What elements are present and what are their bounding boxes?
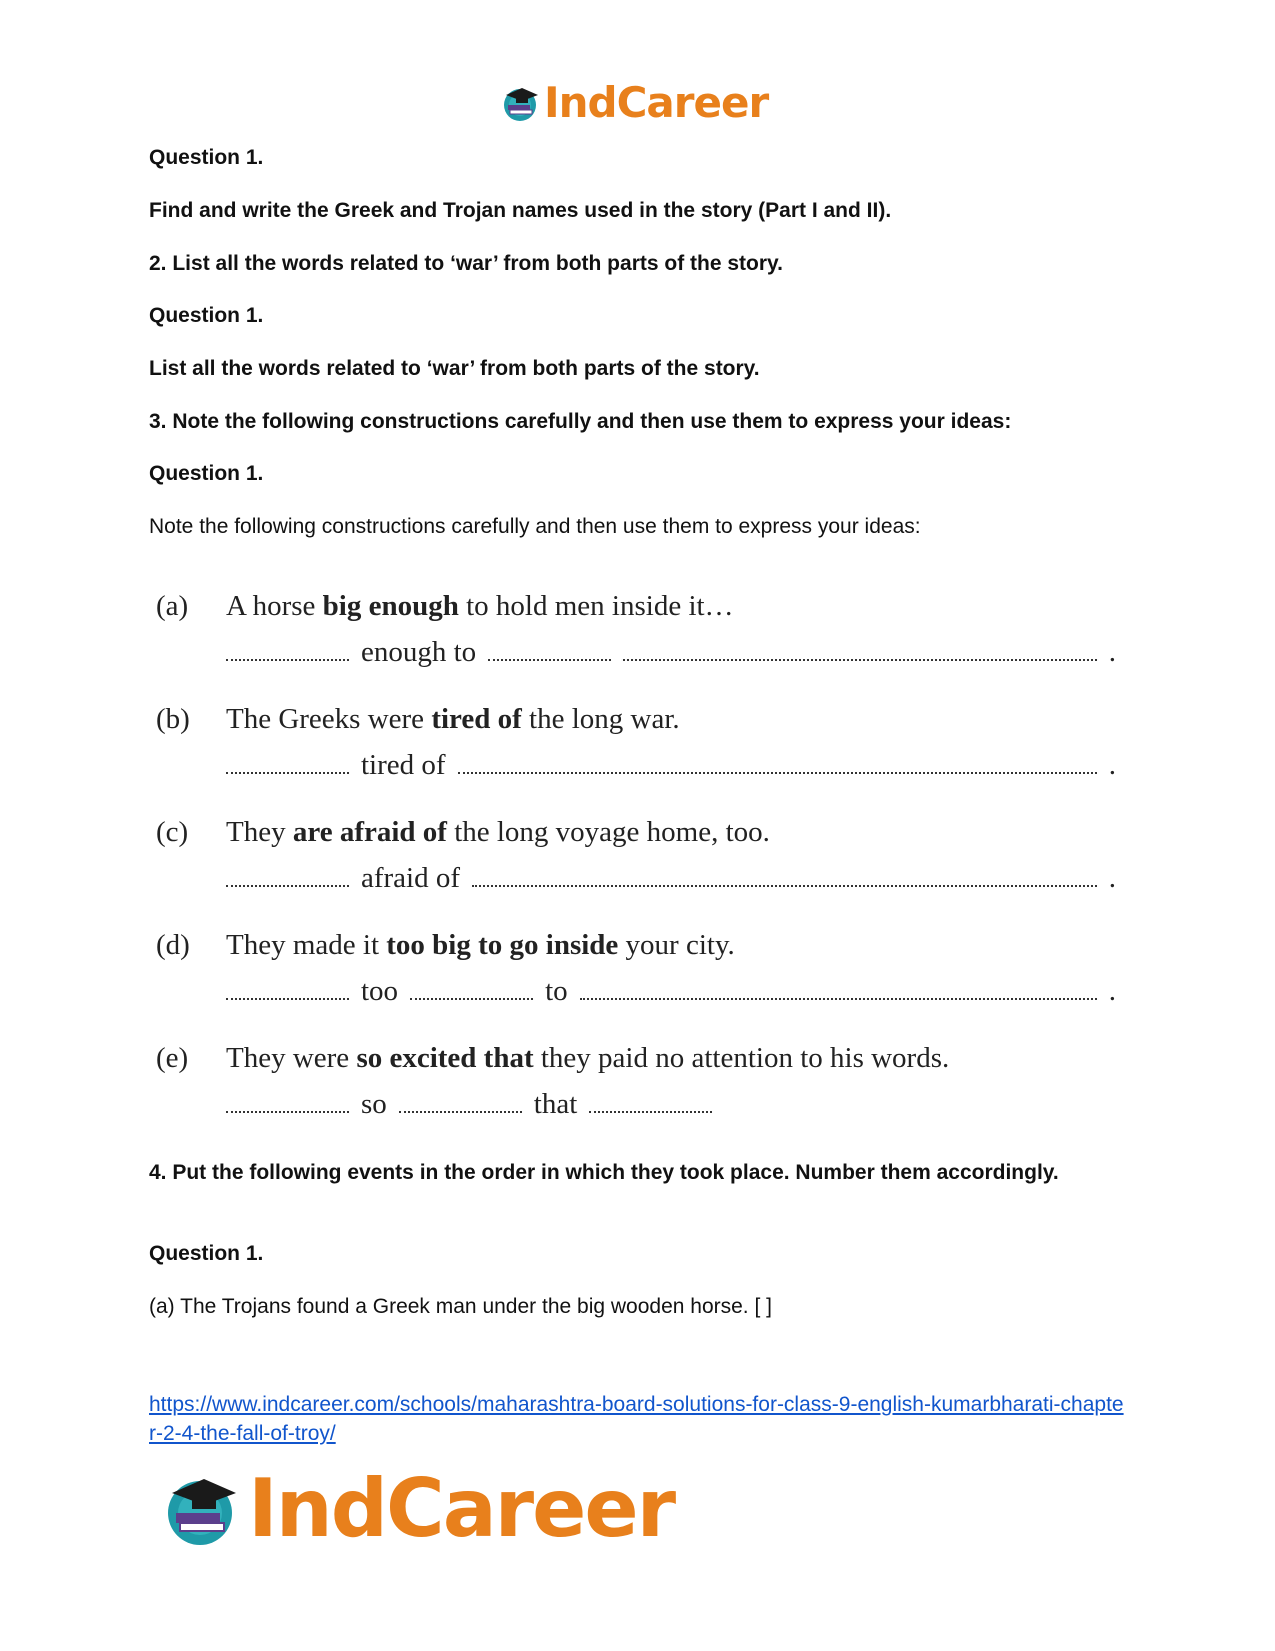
blank-line[interactable] [399,1091,522,1113]
blank-line[interactable] [226,978,349,1000]
exercise-item-c [156,816,1116,929]
exercise-item-d [156,929,1116,1042]
source-link[interactable]: https://www.indcareer.com/schools/maharashtra-board-solutions-for-class-9-english-kumarbharati-chapter-2-4-the-fall-of-troy/ [149,1393,1124,1445]
instruction-text: List all the words related to ‘war’ from both parts of the story. [149,357,760,380]
item-label: (d) [156,929,190,961]
exercise-item-e [156,1042,1116,1155]
item-label: (b) [156,703,190,735]
item-label: (a) [156,590,189,622]
section-heading: 4. Put the following events in the order in which they took place. Number them accordingly. [149,1161,1059,1184]
example-sentence: They were so excited that they paid no attention to his words. [226,1042,950,1074]
graduation-globe-icon [500,83,540,123]
answer-frame: so that [226,1088,1116,1121]
answer-frame: enough to . [226,636,1116,669]
exercise-item-a [156,590,1116,703]
blank-line[interactable] [226,639,349,661]
exercise-item-b [156,703,1116,816]
section-heading: 3. Note the following constructions carefully and then use them to express your ideas: [149,410,1012,433]
blank-line[interactable] [226,752,349,774]
graduation-globe-icon [160,1469,240,1549]
footer-logo [160,1462,674,1555]
logo-wordmark: IndCareer [248,1462,675,1555]
blank-line[interactable] [472,865,1097,887]
question-heading: Question 1. [149,304,264,327]
question-heading: Question 1. [149,1242,264,1265]
item-label: (e) [156,1042,189,1074]
header-logo [500,78,768,127]
blank-line[interactable] [580,978,1097,1000]
answer-frame: too to . [226,975,1116,1008]
answer-frame: afraid of . [226,862,1116,895]
example-sentence: A horse big enough to hold men inside it… [226,590,734,622]
blank-line[interactable] [623,639,1097,661]
construction-exercise [156,590,1116,1155]
blank-line[interactable] [589,1091,712,1113]
question-heading: Question 1. [149,462,264,485]
blank-line[interactable] [226,1091,349,1113]
instruction-text: Find and write the Greek and Trojan names used in the story (Part I and II). [149,199,892,222]
blank-line[interactable] [488,639,611,661]
answer-frame: tired of . [226,749,1116,782]
question-heading: Question 1. [149,146,264,169]
example-sentence: They are afraid of the long voyage home, too. [226,816,770,848]
section-heading: 2. List all the words related to ‘war’ from both parts of the story. [149,252,783,275]
blank-line[interactable] [226,865,349,887]
blank-line[interactable] [410,978,533,1000]
blank-line[interactable] [458,752,1097,774]
logo-wordmark: IndCareer [544,78,769,127]
instruction-text: Note the following constructions carefully and then use them to express your ideas: [149,515,921,538]
item-label: (c) [156,816,189,848]
event-item: (a) The Trojans found a Greek man under the big wooden horse. [ ] [149,1295,772,1318]
example-sentence: They made it too big to go inside your city. [226,929,735,961]
example-sentence: The Greeks were tired of the long war. [226,703,680,735]
